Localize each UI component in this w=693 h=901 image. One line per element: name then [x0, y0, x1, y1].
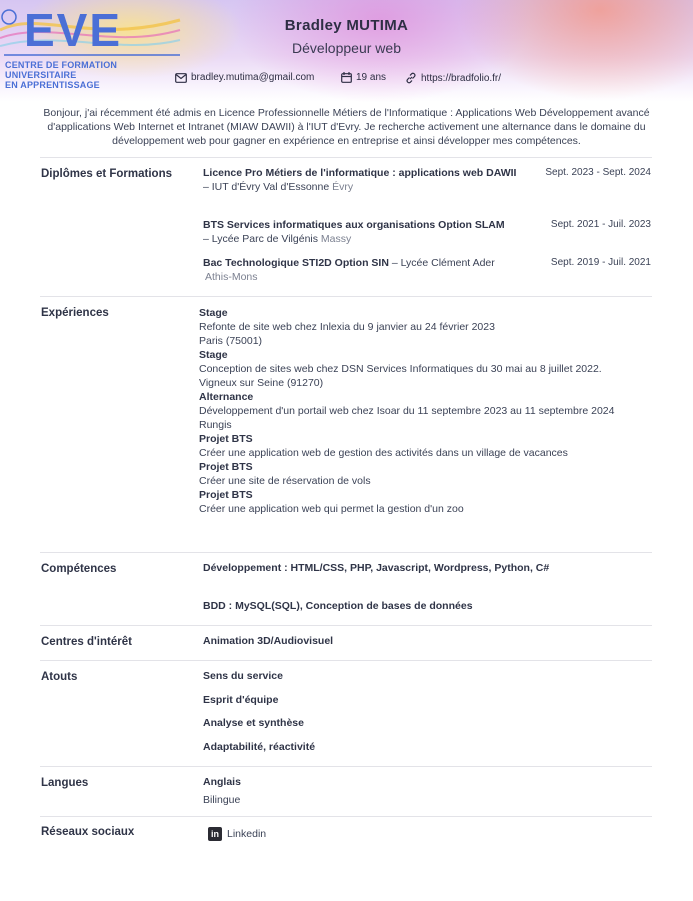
logo-subtitle — [5, 60, 117, 90]
experience-place: Paris (75001) — [199, 335, 263, 347]
website-contact[interactable] — [405, 72, 501, 84]
education-school: – Lycée Parc de Vilgénis — [203, 233, 318, 245]
education-city: Massy — [320, 233, 352, 245]
experience-desc: Créer une application web qui permet la gestion d'un zoo — [199, 503, 464, 515]
experience-role: Stage — [199, 349, 228, 361]
calendar-icon — [341, 72, 352, 83]
website-text[interactable]: https://bradfolio.fr/ — [421, 72, 502, 84]
education-dates: Sept. 2019 - Juil. 2021 — [550, 257, 651, 268]
email-contact[interactable] — [175, 72, 314, 83]
age-contact — [341, 72, 386, 83]
education-degree: Licence Pro Métiers de l'informatique : applications web DAWII — [203, 167, 517, 179]
experience-list — [199, 306, 614, 516]
experience-role: Projet BTS — [199, 461, 253, 473]
education-dates: Sept. 2021 - Juil. 2023 — [550, 219, 651, 230]
divider — [40, 296, 652, 297]
education-dates: Sept. 2023 - Sept. 2024 — [545, 167, 651, 178]
interest-item: Animation 3D/Audiovisuel — [203, 635, 334, 647]
age-text: 19 ans — [356, 72, 387, 83]
linkedin-label[interactable]: Linkedin — [227, 828, 267, 840]
social-title: Réseaux sociaux — [41, 826, 135, 838]
education-school-line — [203, 181, 353, 193]
experience-role: Projet BTS — [199, 433, 253, 445]
education-degree: BTS Services informatiques aux organisations Option SLAM — [203, 219, 505, 231]
job-title: Développeur web — [292, 40, 401, 56]
logo-line: UNIVERSITAIRE — [5, 70, 77, 80]
skill-item: Développement : HTML/CSS, PHP, Javascript, Wordpress, Python, C# — [203, 562, 550, 574]
languages-title: Langues — [41, 777, 89, 789]
experience-desc: Conception de sites web chez DSN Services Informatiques du 30 mai au 8 juillet 2022. — [199, 363, 602, 375]
experience-desc: Créer une application web de gestion des activités dans un village de vacances — [199, 447, 568, 459]
strength-item: Adaptabilité, réactivité — [203, 741, 316, 753]
strengths-title: Atouts — [41, 671, 78, 683]
candidate-name: Bradley MUTIMA — [284, 17, 409, 34]
experience-role: Projet BTS — [199, 489, 253, 501]
logo-text: EVE — [24, 4, 123, 56]
mail-icon — [175, 73, 187, 83]
language-level: Bilingue — [203, 794, 241, 806]
education-title: Diplômes et Formations — [41, 168, 172, 180]
education-city: Évry — [332, 181, 354, 193]
education-school: – IUT d'Évry Val d'Essonne — [203, 181, 330, 193]
divider — [40, 157, 652, 158]
link-icon — [405, 72, 417, 84]
divider — [40, 816, 652, 817]
linkedin-icon: in — [208, 827, 222, 841]
experience-role: Alternance — [199, 391, 254, 403]
divider — [40, 660, 652, 661]
experience-desc: Refonte de site web chez Inlexia du 9 janvier au 24 février 2023 — [199, 321, 495, 333]
strength-item: Sens du service — [203, 670, 283, 682]
divider — [40, 625, 652, 626]
language-name: Anglais — [203, 776, 241, 788]
logo-line: EN APPRENTISSAGE — [5, 80, 100, 90]
experience-desc: Développement d'un portail web chez Isoar du 11 septembre 2023 au 11 septembre 2024 — [199, 405, 615, 417]
education-school-line — [203, 233, 351, 245]
linkedin-link[interactable] — [208, 827, 266, 841]
education-school: – Lycée Clément Ader — [391, 257, 495, 269]
experience-title: Expériences — [41, 307, 109, 319]
divider — [40, 766, 652, 767]
skills-title: Compétences — [41, 563, 117, 575]
strength-item: Analyse et synthèse — [203, 717, 304, 729]
logo-line: CENTRE DE FORMATION — [5, 60, 118, 70]
education-city: Athis-Mons — [205, 271, 258, 283]
strength-item: Esprit d'équipe — [203, 694, 279, 706]
experience-role: Stage — [199, 307, 228, 319]
email-text[interactable]: bradley.mutima@gmail.com — [191, 72, 315, 83]
skill-item: BDD : MySQL(SQL), Conception de bases de données — [203, 600, 473, 612]
header-banner — [0, 0, 693, 102]
education-degree: Bac Technologique STI2D Option SIN — [203, 257, 389, 269]
divider — [40, 552, 652, 553]
experience-place: Rungis — [199, 419, 232, 431]
experience-desc: Créer une site de réservation de vols — [199, 475, 371, 487]
education-degree-line — [203, 257, 495, 269]
interests-title: Centres d'intérêt — [41, 636, 132, 648]
intro-text: Bonjour, j'ai récemment été admis en Licence Professionnelle Métiers de l'Informatique : Applications Web Développement avancé d'applications Web Internet et Intranet (MIAW DAWII) à l'IUT d'Evry. Je recherche activement une alternance dans le domaine du développement web pour gagner en expérience en entreprise et ainsi développer mes compétences. — [43, 107, 650, 147]
experience-place: Vigneux sur Seine (91270) — [199, 377, 324, 389]
